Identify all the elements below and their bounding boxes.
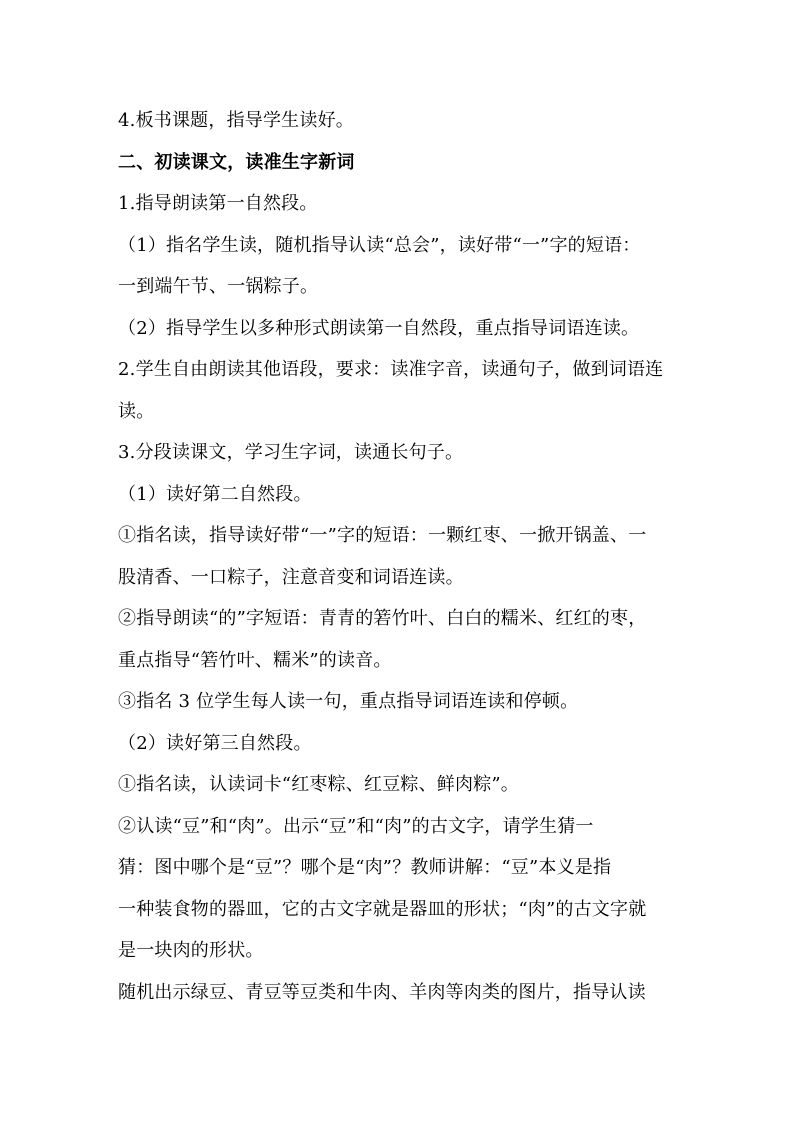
text-line: ①指名读，认读词卡“红枣粽、红豆粽、鲜肉粽”。: [118, 774, 520, 795]
document-body: [118, 100, 678, 1013]
text-line: 一种装食物的器皿，它的古文字就是器皿的形状；“肉”的古文字就: [118, 898, 647, 920]
text-line: ③指名 3 位学生每人读一句，重点指导词语连读和停顿。: [118, 691, 579, 712]
text-line: 3.分段读课文，学习生字词，读通长句子。: [118, 442, 464, 463]
text-line: 2.学生自由朗读其他语段，要求：读准字音，读通句子，做到词语连: [118, 359, 664, 380]
text-line: 股清香、一口粽子，注意音变和词语连读。: [118, 566, 464, 588]
section-heading: 二、初读课文，读准生字新词: [118, 151, 355, 173]
text-line: （2）指导学生以多种形式朗读第一自然段，重点指导词语连读。: [118, 317, 640, 339]
text-line: 1.指导朗读第一自然段。: [118, 193, 318, 214]
text-line: 随机出示绿豆、青豆等豆类和牛肉、羊肉等肉类的图片，指导认读: [118, 981, 646, 1003]
text-line: 重点指导“箬竹叶、糯米”的读音。: [118, 649, 392, 671]
text-line: 读。: [118, 400, 155, 422]
text-line: （2）读好第三自然段。: [118, 732, 312, 754]
text-line: ②认读“豆”和“肉”。出示“豆”和“肉”的古文字，请学生猜一: [118, 815, 594, 837]
text-line: ①指名读，指导读好带“一”字的短语：一颗红枣、一掀开锅盖、一: [118, 525, 647, 546]
text-line: ②指导朗读“的”字短语：青青的箬竹叶、白白的糯米、红红的枣，: [118, 608, 647, 629]
text-line: 是一块肉的形状。: [118, 940, 264, 961]
text-line: 猜：图中哪个是“豆”？哪个是“肉”？教师讲解：“豆”本义是指: [118, 857, 612, 878]
text-line: （1）读好第二自然段。: [118, 483, 312, 505]
text-line: 一到端午节、一锅粽子。: [118, 276, 319, 297]
text-line: 4.板书课题，指导学生读好。: [118, 110, 354, 131]
text-line: （1）指名学生读，随机指导认读“总会”，读好带“一”字的短语：: [118, 234, 641, 256]
